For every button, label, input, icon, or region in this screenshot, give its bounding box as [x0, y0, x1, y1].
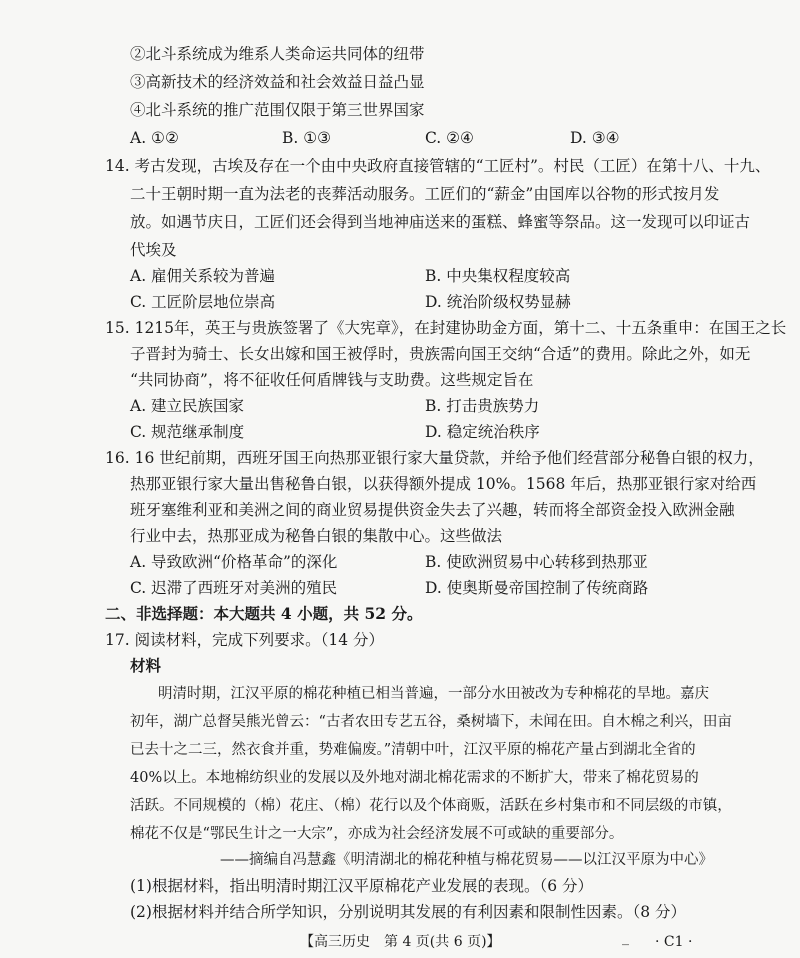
- q14-option-c: C. 工匠阶层地位崇高: [130, 293, 276, 311]
- q15-stem-line: 15. 1215年，英王与贵族签署了《大宪章》，在封建协助金方面，第十二、十五条重申：在国王之长: [105, 319, 787, 337]
- q15-option-b: B. 打击贵族势力: [425, 397, 540, 415]
- q14-stem-line: 代埃及: [130, 241, 177, 259]
- q13-option-b: B. ①③: [282, 129, 332, 147]
- q13-statement-2: ②北斗系统成为维系人类命运共同体的纽带: [130, 45, 425, 63]
- q15-stem-line: “共同协商”，将不征收任何盾牌钱与支助费。这些规定旨在: [130, 371, 534, 389]
- q14-option-d: D. 统治阶级权势显赫: [425, 293, 571, 311]
- q15-option-d: D. 稳定统治秩序: [425, 423, 540, 441]
- q16-stem-line: 16. 16 世纪前期，西班牙国王向热那亚银行家大量贷款，并给予他们经营部分秘鲁白银的权力，: [105, 449, 764, 467]
- q14-stem-line: 14. 考古发现，古埃及存在一个由中央政府直接管辖的“工匠村”。村民（工匠）在第十八、十九、: [105, 157, 771, 175]
- material-line: 已去十之二三，然衣食并重，势难偏废。”清朝中叶，江汉平原的棉花产量占到湖北全省的: [130, 742, 696, 758]
- q14-option-b: B. 中央集权程度较高: [425, 267, 571, 285]
- q16-option-a: A. 导致欧洲“价格革命”的深化: [130, 553, 338, 571]
- q17-subquestion-1: (1)根据材料，指出明清时期江汉平原棉花产业发展的表现。（6 分）: [130, 877, 593, 895]
- material-line: 活跃。不同规模的（棉）花庄、（棉）花行以及个体商贩，活跃在乡村集市和不同层级的市镇，: [130, 798, 732, 814]
- q16-stem-line: 班牙塞维利亚和美洲之间的商业贸易提供资金失去了兴趣，转而将全部资金投入欧洲金融: [130, 501, 735, 519]
- q13-statement-4: ④北斗系统的推广范围仅限于第三世界国家: [130, 101, 425, 119]
- q14-stem-line: 二十王朝时期一直为法老的丧葬活动服务。工匠们的“薪金”由国库以谷物的形式按月发: [130, 185, 720, 203]
- q15-option-a: A. 建立民族国家: [130, 397, 245, 415]
- q16-stem-line: 热那亚银行家大量出售秘鲁白银，以获得额外提成 10%。1568 年后，热那亚银行家对给西: [130, 475, 757, 493]
- q14-option-a: A. 雇佣关系较为普遍: [130, 267, 276, 285]
- q15-option-c: C. 规范继承制度: [130, 423, 245, 441]
- material-line: 40%以上。本地棉纺织业的发展以及外地对湖北棉花需求的不断扩大，带来了棉花贸易的: [130, 770, 699, 786]
- q17-subquestion-2: (2)根据材料并结合所学知识，分别说明其发展的有利因素和限制性因素。（8 分）: [130, 903, 686, 921]
- q13-option-a: A. ①②: [130, 129, 179, 147]
- material-source: ——摘编自冯慧鑫《明清湖北的棉花种植与棉花贸易——以江汉平原为中心》: [220, 852, 713, 868]
- q13-statement-3: ③高新技术的经济效益和社会效益日益凸显: [130, 73, 425, 91]
- paper-code: · C1 ·: [655, 934, 693, 950]
- q16-option-b: B. 使欧洲贸易中心转移到热那亚: [425, 553, 648, 571]
- section-title: 二、非选择题：本大题共 4 小题，共 52 分。: [105, 604, 423, 623]
- q17-stem: 17. 阅读材料，完成下列要求。（14 分）: [105, 631, 384, 649]
- q15-stem-line: 子晋封为骑士、长女出嫁和国王被俘时，贵族需向国王交纳“合适”的费用。除此之外，如无: [130, 345, 751, 363]
- footer-dash: _: [622, 930, 629, 946]
- q13-option-c: C. ②④: [425, 129, 474, 147]
- q13-option-d: D. ③④: [570, 129, 620, 147]
- page-number: 【高三历史 第 4 页(共 6 页)】: [300, 934, 501, 950]
- q16-stem-line: 行业中去，热那亚成为秘鲁白银的集散中心。这些做法: [130, 527, 503, 545]
- material-label: 材料: [130, 656, 162, 675]
- material-line: 初年，湖广总督吴熊光曾云：“古者农田专艺五谷，桑树墙下，未闻在田。自木棉之利兴，田亩: [130, 714, 732, 730]
- q16-option-d: D. 使奥斯曼帝国控制了传统商路: [425, 579, 649, 597]
- q16-option-c: C. 迟滞了西班牙对美洲的殖民: [130, 579, 338, 597]
- q14-stem-line: 放。如遇节庆日，工匠们还会得到当地神庙送来的蛋糕、蜂蜜等祭品。这一发现可以印证古: [130, 213, 751, 231]
- material-line: 明清时期，江汉平原的棉花种植已相当普遍，一部分水田被改为专种棉花的旱地。嘉庆: [158, 686, 709, 702]
- material-line: 棉花不仅是“鄂民生计之一大宗”，亦成为社会经济发展不可或缺的重要部分。: [130, 826, 624, 842]
